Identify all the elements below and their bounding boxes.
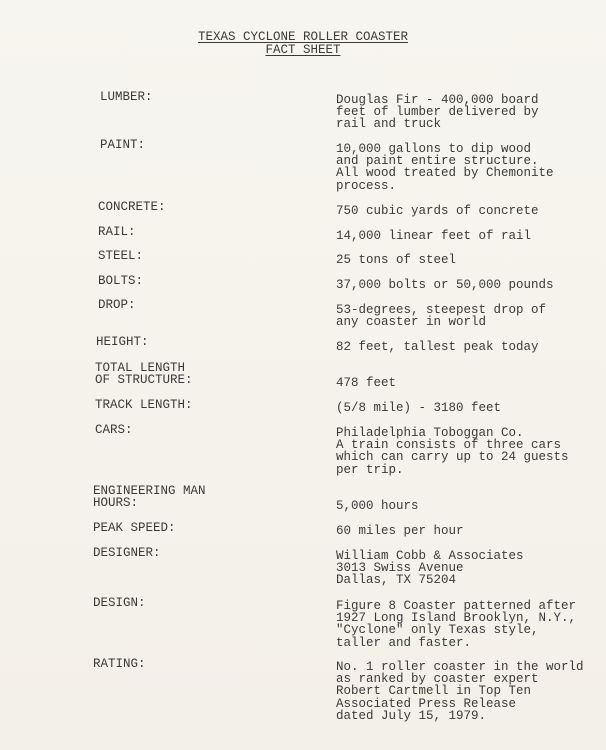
- fact-label-design: DESIGN:: [93, 596, 146, 610]
- fact-value-cars: Philadelphia Toboggan Co. A train consists of three cars which can carry up to 24 guests per trip.: [336, 426, 569, 477]
- fact-value-concrete: 750 cubic yards of concrete: [336, 204, 539, 218]
- document-title: TEXAS CYCLONE ROLLER COASTER: [197, 30, 409, 44]
- fact-value-lumber: Douglas Fir - 400,000 board feet of lumber delivered by rail and truck: [336, 93, 539, 132]
- fact-label-lumber: LUMBER:: [100, 90, 153, 104]
- fact-label-height: HEIGHT:: [96, 335, 149, 349]
- fact-value-designer: William Cobb & Associates 3013 Swiss Avenue Dallas, TX 75204: [336, 549, 524, 588]
- fact-value-rail: 14,000 linear feet of rail: [336, 229, 532, 243]
- fact-value-drop: 53-degrees, steepest drop of any coaster in world: [336, 303, 547, 330]
- fact-label-total-length: TOTAL LENGTH OF STRUCTURE:: [95, 361, 193, 388]
- fact-label-rating: RATING:: [93, 657, 146, 671]
- fact-value-track-length: (5/8 mile) - 3180 feet: [336, 401, 502, 415]
- fact-label-track-length: TRACK LENGTH:: [95, 398, 193, 412]
- fact-value-paint: 10,000 gallons to dip wood and paint entire structure. All wood treated by Chemonite process.: [336, 142, 554, 193]
- fact-label-concrete: CONCRETE:: [98, 200, 166, 214]
- fact-label-peak-speed: PEAK SPEED:: [93, 521, 176, 535]
- fact-value-bolts: 37,000 bolts or 50,000 pounds: [336, 278, 554, 292]
- fact-label-rail: RAIL:: [98, 225, 136, 239]
- fact-label-engineering-man-hours: ENGINEERING MAN HOURS:: [93, 484, 206, 511]
- fact-value-peak-speed: 60 miles per hour: [336, 524, 464, 538]
- fact-label-paint: PAINT:: [100, 138, 146, 152]
- fact-label-steel: STEEL:: [98, 249, 144, 263]
- fact-value-total-length: 478 feet: [336, 376, 397, 390]
- fact-value-design: Figure 8 Coaster patterned after 1927 Long Island Brooklyn, N.Y., "Cyclone" only Texas style, taller and faster.: [336, 599, 577, 650]
- fact-value-engineering-man-hours: 5,000 hours: [336, 499, 419, 513]
- fact-value-steel: 25 tons of steel: [336, 253, 457, 267]
- document-subtitle: FACT SHEET: [265, 43, 341, 57]
- fact-label-drop: DROP:: [98, 298, 136, 312]
- fact-label-bolts: BOLTS:: [98, 274, 144, 288]
- fact-label-cars: CARS:: [95, 423, 133, 437]
- fact-label-designer: DESIGNER:: [93, 546, 161, 560]
- fact-value-rating: No. 1 roller coaster in the world as ranked by coaster expert Robert Cartmell in Top Ten Associated Press Release dated July 15, 1979.: [336, 660, 584, 723]
- fact-value-height: 82 feet, tallest peak today: [336, 340, 539, 354]
